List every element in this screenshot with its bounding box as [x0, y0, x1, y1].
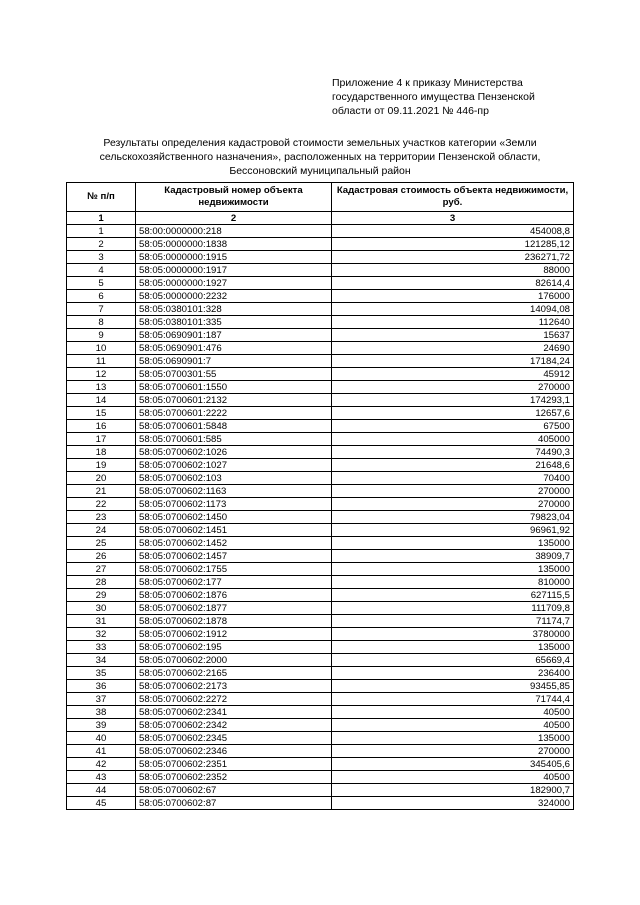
cadastral-number-cell: 58:05:0700602:1027 [136, 459, 332, 472]
cadastral-number-cell: 58:05:0700602:1457 [136, 550, 332, 563]
row-number-cell: 17 [67, 433, 136, 446]
table-row [67, 290, 574, 303]
row-number-cell: 41 [67, 745, 136, 758]
cadastral-value-cell: 38909,7 [332, 550, 574, 563]
table-row [67, 693, 574, 706]
cadastral-number-cell: 58:05:0380101:328 [136, 303, 332, 316]
table-row [67, 355, 574, 368]
table-row [67, 342, 574, 355]
cadastral-value-cell: 135000 [332, 641, 574, 654]
row-number-cell: 26 [67, 550, 136, 563]
cadastral-value-cell: 79823,04 [332, 511, 574, 524]
cadastral-value-cell: 40500 [332, 719, 574, 732]
row-number-cell: 2 [67, 238, 136, 251]
cadastral-number-cell: 58:05:0700602:67 [136, 784, 332, 797]
table-row [67, 758, 574, 771]
table-row [67, 641, 574, 654]
document-title [60, 136, 580, 178]
cadastral-number-cell: 58:05:0700602:177 [136, 576, 332, 589]
row-number-cell: 34 [67, 654, 136, 667]
table-row [67, 615, 574, 628]
cadastral-number-cell: 58:05:0700602:2000 [136, 654, 332, 667]
cadastral-value-cell: 15637 [332, 329, 574, 342]
table-row [67, 628, 574, 641]
table-row [67, 394, 574, 407]
cadastral-number-cell: 58:05:0700602:1912 [136, 628, 332, 641]
cadastral-value-cell: 71744,4 [332, 693, 574, 706]
table-row [67, 316, 574, 329]
row-number-cell: 27 [67, 563, 136, 576]
row-number-cell: 29 [67, 589, 136, 602]
table-row [67, 784, 574, 797]
cadastral-value-cell: 12657,6 [332, 407, 574, 420]
cadastral-number-cell: 58:05:0700602:2351 [136, 758, 332, 771]
cadastral-number-cell: 58:05:0700601:2132 [136, 394, 332, 407]
cadastral-number-cell: 58:05:0700602:1173 [136, 498, 332, 511]
cadastral-number-cell: 58:05:0700602:1876 [136, 589, 332, 602]
table-row [67, 433, 574, 446]
table-row [67, 680, 574, 693]
cadastral-value-cell: 236271,72 [332, 251, 574, 264]
appendix-line: области от 09.11.2021 № 446-пр [332, 105, 489, 117]
cadastral-value-cell: 405000 [332, 433, 574, 446]
table-row [67, 771, 574, 784]
row-number-cell: 24 [67, 524, 136, 537]
row-number-cell: 14 [67, 394, 136, 407]
row-number-cell: 25 [67, 537, 136, 550]
table-row [67, 485, 574, 498]
table-row [67, 537, 574, 550]
row-number-cell: 32 [67, 628, 136, 641]
cadastral-value-cell: 182900,7 [332, 784, 574, 797]
cadastral-number-cell: 58:05:0700601:5848 [136, 420, 332, 433]
cadastral-number-cell: 58:05:0000000:1915 [136, 251, 332, 264]
cadastral-value-cell: 40500 [332, 771, 574, 784]
cadastral-value-cell: 135000 [332, 732, 574, 745]
table-row [67, 472, 574, 485]
cadastral-value-cell: 270000 [332, 485, 574, 498]
cadastral-number-cell: 58:05:0000000:1927 [136, 277, 332, 290]
cadastral-number-cell: 58:05:0700602:2345 [136, 732, 332, 745]
cadastral-number-cell: 58:05:0700602:1163 [136, 485, 332, 498]
table-body [67, 225, 574, 810]
cadastral-number-cell: 58:05:0700602:2165 [136, 667, 332, 680]
row-number-cell: 30 [67, 602, 136, 615]
table-row [67, 407, 574, 420]
column-number-row [67, 212, 574, 225]
table-row [67, 420, 574, 433]
cadastral-number-cell: 58:05:0700602:2352 [136, 771, 332, 784]
row-number-cell: 20 [67, 472, 136, 485]
row-number-cell: 1 [67, 225, 136, 238]
cadastral-number-cell: 58:05:0700601:2222 [136, 407, 332, 420]
cadastral-number-cell: 58:05:0700602:1026 [136, 446, 332, 459]
table-row [67, 498, 574, 511]
cadastral-number-cell: 58:05:0700602:2342 [136, 719, 332, 732]
row-number-cell: 5 [67, 277, 136, 290]
cadastral-value-cell: 324000 [332, 797, 574, 810]
table-row [67, 368, 574, 381]
column-number: 3 [332, 212, 574, 225]
row-number-cell: 44 [67, 784, 136, 797]
row-number-cell: 9 [67, 329, 136, 342]
row-number-cell: 43 [67, 771, 136, 784]
cadastral-number-cell: 58:05:0700301:55 [136, 368, 332, 381]
cadastral-number-cell: 58:05:0700602:103 [136, 472, 332, 485]
appendix-line: Приложение 4 к приказу Министерства [332, 77, 523, 89]
row-number-cell: 12 [67, 368, 136, 381]
cadastral-value-cell: 96961,92 [332, 524, 574, 537]
row-number-cell: 3 [67, 251, 136, 264]
cadastral-value-cell: 70400 [332, 472, 574, 485]
cadastral-value-cell: 40500 [332, 706, 574, 719]
cadastral-value-cell: 21648,6 [332, 459, 574, 472]
column-number: 2 [136, 212, 332, 225]
column-number: 1 [67, 212, 136, 225]
cadastral-value-cell: 71174,7 [332, 615, 574, 628]
cadastral-number-cell: 58:05:0700601:1550 [136, 381, 332, 394]
cadastral-value-cell: 93455,85 [332, 680, 574, 693]
cadastral-value-cell: 24690 [332, 342, 574, 355]
cadastral-number-cell: 58:05:0380101:335 [136, 316, 332, 329]
row-number-cell: 13 [67, 381, 136, 394]
cadastral-number-cell: 58:05:0000000:2232 [136, 290, 332, 303]
row-number-cell: 8 [67, 316, 136, 329]
row-number-cell: 10 [67, 342, 136, 355]
row-number-cell: 18 [67, 446, 136, 459]
cadastral-value-cell: 176000 [332, 290, 574, 303]
table-row [67, 381, 574, 394]
row-number-cell: 15 [67, 407, 136, 420]
row-number-cell: 28 [67, 576, 136, 589]
table-row [67, 602, 574, 615]
cadastral-number-cell: 58:00:0000000:218 [136, 225, 332, 238]
cadastral-number-cell: 58:05:0700602:2173 [136, 680, 332, 693]
cadastral-number-cell: 58:05:0690901:7 [136, 355, 332, 368]
table-row [67, 732, 574, 745]
cadastral-value-cell: 82614,4 [332, 277, 574, 290]
row-number-cell: 37 [67, 693, 136, 706]
cadastral-value-cell: 270000 [332, 381, 574, 394]
table-row [67, 459, 574, 472]
cadastral-number-cell: 58:05:0700602:1450 [136, 511, 332, 524]
table-row [67, 576, 574, 589]
cadastral-value-cell: 67500 [332, 420, 574, 433]
row-number-cell: 6 [67, 290, 136, 303]
row-number-cell: 7 [67, 303, 136, 316]
table-row [67, 589, 574, 602]
cadastral-value-table [66, 182, 574, 810]
cadastral-value-cell: 14094,08 [332, 303, 574, 316]
cadastral-value-cell: 174293,1 [332, 394, 574, 407]
row-number-cell: 31 [67, 615, 136, 628]
cadastral-number-cell: 58:05:0700602:1755 [136, 563, 332, 576]
cadastral-value-cell: 45912 [332, 368, 574, 381]
row-number-cell: 40 [67, 732, 136, 745]
cadastral-value-cell: 135000 [332, 537, 574, 550]
cadastral-value-cell: 111709,8 [332, 602, 574, 615]
cadastral-value-cell: 135000 [332, 563, 574, 576]
cadastral-number-cell: 58:05:0700602:2272 [136, 693, 332, 706]
table-row [67, 654, 574, 667]
table-row [67, 745, 574, 758]
row-number-cell: 23 [67, 511, 136, 524]
row-number-cell: 16 [67, 420, 136, 433]
cadastral-number-cell: 58:05:0000000:1838 [136, 238, 332, 251]
cadastral-value-cell: 3780000 [332, 628, 574, 641]
row-number-cell: 42 [67, 758, 136, 771]
table-row [67, 251, 574, 264]
table-row [67, 550, 574, 563]
cadastral-number-cell: 58:05:0700602:2341 [136, 706, 332, 719]
table-row [67, 524, 574, 537]
appendix-note [332, 76, 592, 118]
cadastral-value-cell: 17184,24 [332, 355, 574, 368]
table-row [67, 264, 574, 277]
cadastral-value-cell: 236400 [332, 667, 574, 680]
cadastral-number-cell: 58:05:0690901:476 [136, 342, 332, 355]
cadastral-value-cell: 112640 [332, 316, 574, 329]
cadastral-value-cell: 810000 [332, 576, 574, 589]
row-number-cell: 38 [67, 706, 136, 719]
table-row [67, 225, 574, 238]
table-row [67, 238, 574, 251]
row-number-cell: 39 [67, 719, 136, 732]
table-row [67, 563, 574, 576]
row-number-cell: 36 [67, 680, 136, 693]
table-row [67, 303, 574, 316]
cadastral-value-cell: 270000 [332, 745, 574, 758]
cadastral-number-cell: 58:05:0700602:1877 [136, 602, 332, 615]
row-number-cell: 21 [67, 485, 136, 498]
cadastral-number-cell: 58:05:0700602:1452 [136, 537, 332, 550]
cadastral-number-cell: 58:05:0700602:2346 [136, 745, 332, 758]
appendix-line: государственного имущества Пензенской [332, 91, 535, 103]
table-row [67, 446, 574, 459]
row-number-cell: 11 [67, 355, 136, 368]
title-line: сельскохозяйственного назначения», расположенных на территории Пензенской области, [99, 151, 541, 163]
cadastral-value-cell: 74490,3 [332, 446, 574, 459]
row-number-cell: 19 [67, 459, 136, 472]
row-number-cell: 35 [67, 667, 136, 680]
cadastral-number-cell: 58:05:0700602:195 [136, 641, 332, 654]
table-row [67, 667, 574, 680]
header-cadastral-value: Кадастровая стоимость объекта недвижимости, руб. [332, 183, 574, 212]
cadastral-value-cell: 345405,6 [332, 758, 574, 771]
header-row-number: № п/п [67, 183, 136, 212]
table-row [67, 329, 574, 342]
table-row [67, 277, 574, 290]
row-number-cell: 45 [67, 797, 136, 810]
cadastral-value-cell: 270000 [332, 498, 574, 511]
cadastral-number-cell: 58:05:0000000:1917 [136, 264, 332, 277]
cadastral-number-cell: 58:05:0690901:187 [136, 329, 332, 342]
table-row [67, 719, 574, 732]
row-number-cell: 4 [67, 264, 136, 277]
table-header-row [67, 183, 574, 212]
row-number-cell: 22 [67, 498, 136, 511]
title-line: Результаты определения кадастровой стоимости земельных участков категории «Земли [103, 137, 537, 149]
cadastral-number-cell: 58:05:0700602:1878 [136, 615, 332, 628]
cadastral-value-cell: 65669,4 [332, 654, 574, 667]
cadastral-number-cell: 58:05:0700602:1451 [136, 524, 332, 537]
table-row [67, 706, 574, 719]
cadastral-number-cell: 58:05:0700601:585 [136, 433, 332, 446]
title-line: Бессоновский муниципальный район [229, 165, 411, 177]
cadastral-value-cell: 88000 [332, 264, 574, 277]
cadastral-value-cell: 121285,12 [332, 238, 574, 251]
header-cadastral-number: Кадастровый номер объекта недвижимости [136, 183, 332, 212]
row-number-cell: 33 [67, 641, 136, 654]
table-row [67, 797, 574, 810]
cadastral-number-cell: 58:05:0700602:87 [136, 797, 332, 810]
cadastral-value-cell: 627115,5 [332, 589, 574, 602]
cadastral-value-cell: 454008,8 [332, 225, 574, 238]
table-row [67, 511, 574, 524]
